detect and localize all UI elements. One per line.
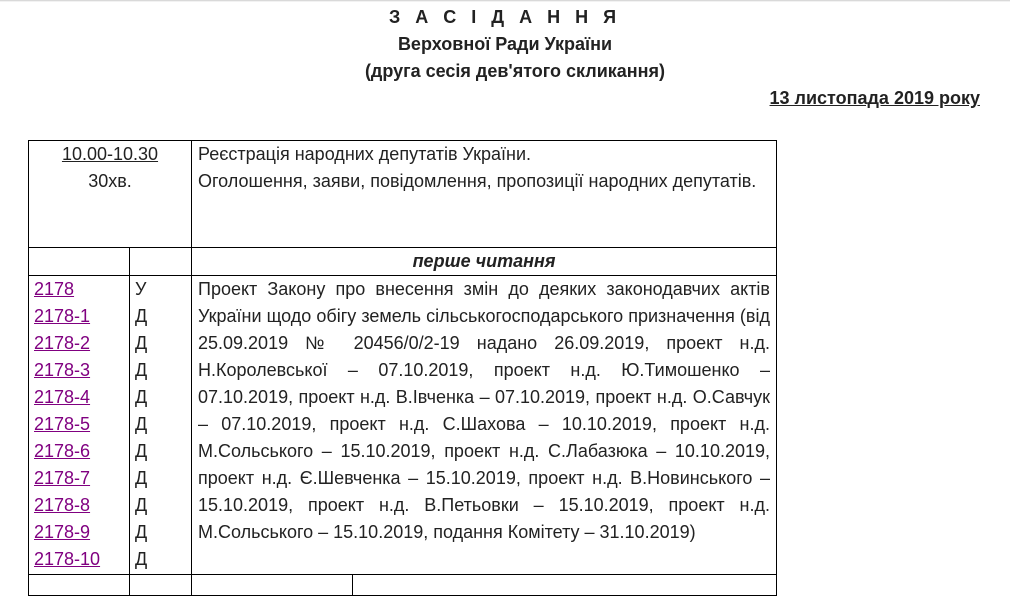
table-row (29, 276, 777, 575)
bill-type: У (135, 279, 147, 299)
bill-type: Д (135, 387, 148, 407)
bill-link[interactable]: 2178-10 (34, 549, 101, 569)
duration: 30хв. (88, 171, 132, 191)
bill-type: Д (135, 468, 148, 488)
session-date: 13 листопада 2019 року (769, 88, 980, 108)
page-title: З А С І Д А Н Н Я (388, 7, 622, 27)
bill-link[interactable]: 2178-8 (34, 495, 91, 515)
bill-type: Д (135, 333, 148, 353)
agenda-line: Оголошення, заяви, повідомлення, пропозиції народних депутатів. (198, 171, 757, 191)
bill-link[interactable]: 2178-9 (34, 522, 91, 542)
bill-link[interactable]: 2178 (34, 279, 75, 299)
bill-link[interactable]: 2178-5 (34, 414, 91, 434)
bill-link[interactable]: 2178-6 (34, 441, 91, 461)
bill-type: Д (135, 360, 148, 380)
bill-types-cell (130, 276, 192, 575)
bill-type: Д (135, 495, 148, 515)
bill-description: Проект Закону про внесення змін до деяких законодавчих актів України щодо обігу земель сільськогосподарського призначення (від 25.09.2019 № 20456/0/2-19 надано 26.09.2019, проект н.д. Н.Королевської – 07.10.2019, проект н.д. Ю.Тимошенко – 07.10.2019, проект н.д. В.Івченка – 07.10.2019, проект н.д. О.Савчук – 07.10.2019, проект н.д. С.Шахова – 10.10.2019, проект н.д. М.Сольського – 15.10.2019, проект н.д. С.Лабазюка – 10.10.2019, проект н.д. Є.Шевченка – 15.10.2019, проект н.д. В.Новинського – 15.10.2019, проект н.д. В.Петьовки – 15.10.2019, проект н.д. М.Сольського – 15.10.2019, подання Комітету – 31.10.2019) (192, 276, 777, 575)
table-row (29, 141, 777, 248)
agenda-table (28, 140, 777, 596)
bill-link[interactable]: 2178-7 (34, 468, 91, 488)
bill-type: Д (135, 441, 148, 461)
bill-link[interactable]: 2178-2 (34, 333, 91, 353)
bill-type: Д (135, 549, 148, 569)
time-cell (29, 141, 192, 248)
bill-type: Д (135, 414, 148, 434)
page-subtitle: Верховної Ради України (397, 34, 613, 54)
empty-cell (29, 248, 130, 276)
bill-numbers-cell (29, 276, 130, 575)
bill-link[interactable]: 2178-3 (34, 360, 91, 380)
session-label: (друга сесія дев'ятого скликання) (364, 61, 666, 81)
agenda-text-cell (192, 141, 777, 248)
top-shadow (0, 0, 1010, 2)
empty-cell (130, 248, 192, 276)
table-row (29, 248, 777, 276)
bill-type: Д (135, 306, 148, 326)
bill-type: Д (135, 522, 148, 542)
time-range: 10.00-10.30 (61, 144, 159, 164)
bill-link[interactable]: 2178-1 (34, 306, 91, 326)
section-heading: перше читання (192, 248, 777, 276)
agenda-line: Реєстрація народних депутатів України. (198, 144, 532, 164)
bill-link[interactable]: 2178-4 (34, 387, 91, 407)
